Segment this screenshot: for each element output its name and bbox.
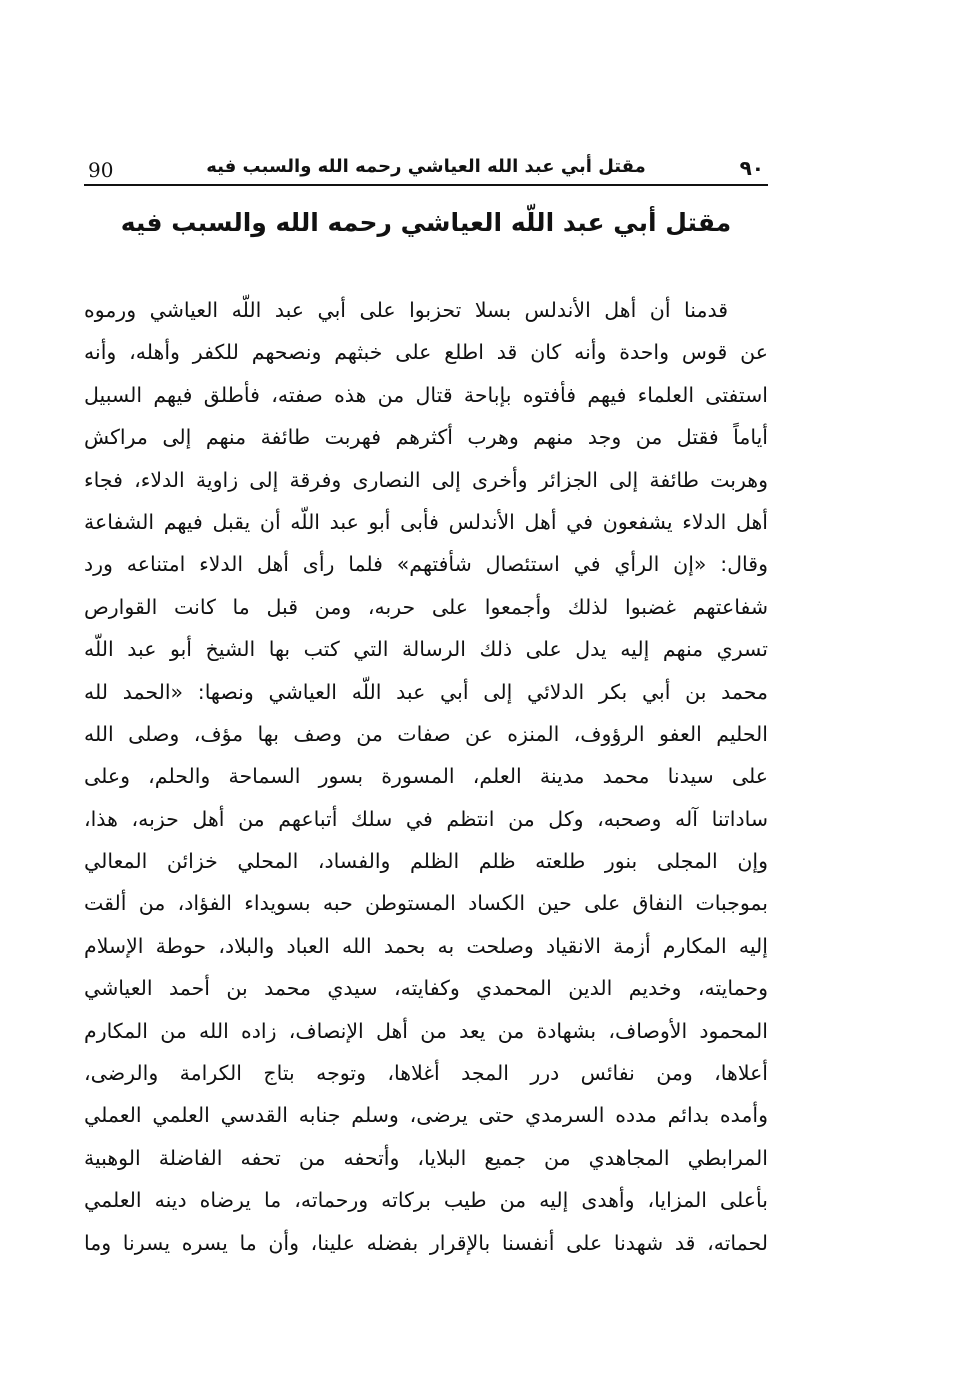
text-line: عن قوس واحدة وأنه كان قد اطلع على خبثهم ونصحهم للكفر وأهله، وأنه: [84, 340, 768, 365]
chapter-title: مقتل أبي عبد اللّه العياشي رحمه الله والسبب فيه: [120, 208, 732, 237]
text-line: ساداتنا آله وصحبه، وكل من انتظم في سلك أتباعهم من أهل حزبه، هذا،: [84, 806, 768, 831]
text-line: استفتى العلماء فيهم فأفتوه بإباحة قتال من هذه صفته، فأطلق فيهم السبيل: [84, 382, 768, 407]
text-line: تسري منهم إليه يدل على ذلك الرسالة التي كتب بها الشيخ أبو عبد اللّه: [84, 637, 768, 662]
text-line: المرابطي المجاهدي من جميع البلايا، وأتحفه من تحفه الفاضلة الوهبية: [84, 1145, 768, 1170]
text-line: وإن المجلى بنور طلعته ظلم الظلم والفساد، المحلي خزائن المعالي: [84, 849, 768, 874]
text-line: لحماته، قد شهدنا على أنفسنا بالإقرار بفضله علينا، وأن ما يسره يسرنا وما: [84, 1230, 768, 1255]
running-header: [84, 154, 768, 186]
text-line: وهربت طائفة إلى الجزائر وأخرى إلى النصارى وفرقة إلى زاوية الدلاء، فجاء: [84, 467, 768, 492]
running-title: مقتل أبي عبد الله العياشي رحمه الله والسبب فيه: [206, 156, 646, 177]
text-line: أعلاها، ومن نفائس درر المجد أغلاها، وتوجه بتاج الكرامة والرضى،: [84, 1061, 768, 1086]
page-number-latin: 90: [88, 158, 114, 182]
text-line: أياماً فقتل من وجد منهم وهرب أكثرهم فهربت طائفة منهم إلى مراكش: [84, 425, 768, 450]
text-line: بأعلى المزايا، وأهدى إليه من طيب بركاته ورحماته، ما يرضاه دينه العلمي: [84, 1188, 768, 1213]
text-line: وقال: «إن الرأي في استئصال شأفتهم» فلما رأى أهل الدلاء امتناعه ورد: [84, 552, 768, 577]
text-line: إليه المكارم أزمة الانقياد وصلحت به بحمد الله العباد والبلاد، حوطة الإسلام: [84, 933, 768, 958]
text-line: محمد بن أبي بكر الدلائي إلى أبي عبد اللّه العياشي ونصها: «الحمد لله: [84, 679, 768, 704]
text-line: الحليم العفو الرؤوف، المنزه عن صفات من وصف بها مؤف، وصلى الله: [84, 721, 768, 746]
text-line: على سيدنا محمد مدينة العلم، المسورة بسور السماحة والحلم، وعلى: [84, 764, 768, 789]
text-line: قدمنا أن أهل الأندلس بسلا تحزبوا على أبي عبد اللّه العياشي ورموه: [84, 298, 728, 322]
text-line: المحمود الأوصاف، بشهادة من يعد من أهل الإنصاف، زاده الله من المكارم: [84, 1018, 768, 1043]
text-line: بموجبات النفاق على حين الكساد المستوطن حبه بسويداء الفؤاد، من ألقت: [84, 891, 768, 916]
text-line: أهل الدلاء يشفعون في أهل الأندلس فأبى أبو عبد اللّه أن يقبل فيهم الشفاعة: [84, 509, 768, 534]
text-line: وحمايته، وخديم الدين المحمدي وكفايته، سيدي محمد بن أحمد العياشي: [84, 976, 768, 1001]
body-text: [84, 289, 768, 1264]
text-line: شفاعتهم غضبوا لذلك وأجمعوا على حربه، ومن قبل ما كانت القوارص: [84, 594, 768, 619]
text-line: وأمده بدائم مدده السرمدي حتى يرضى، وسلم جنابه القدسي العلمي العملي: [84, 1103, 768, 1128]
page-number-arabic: ٩٠: [739, 156, 764, 180]
